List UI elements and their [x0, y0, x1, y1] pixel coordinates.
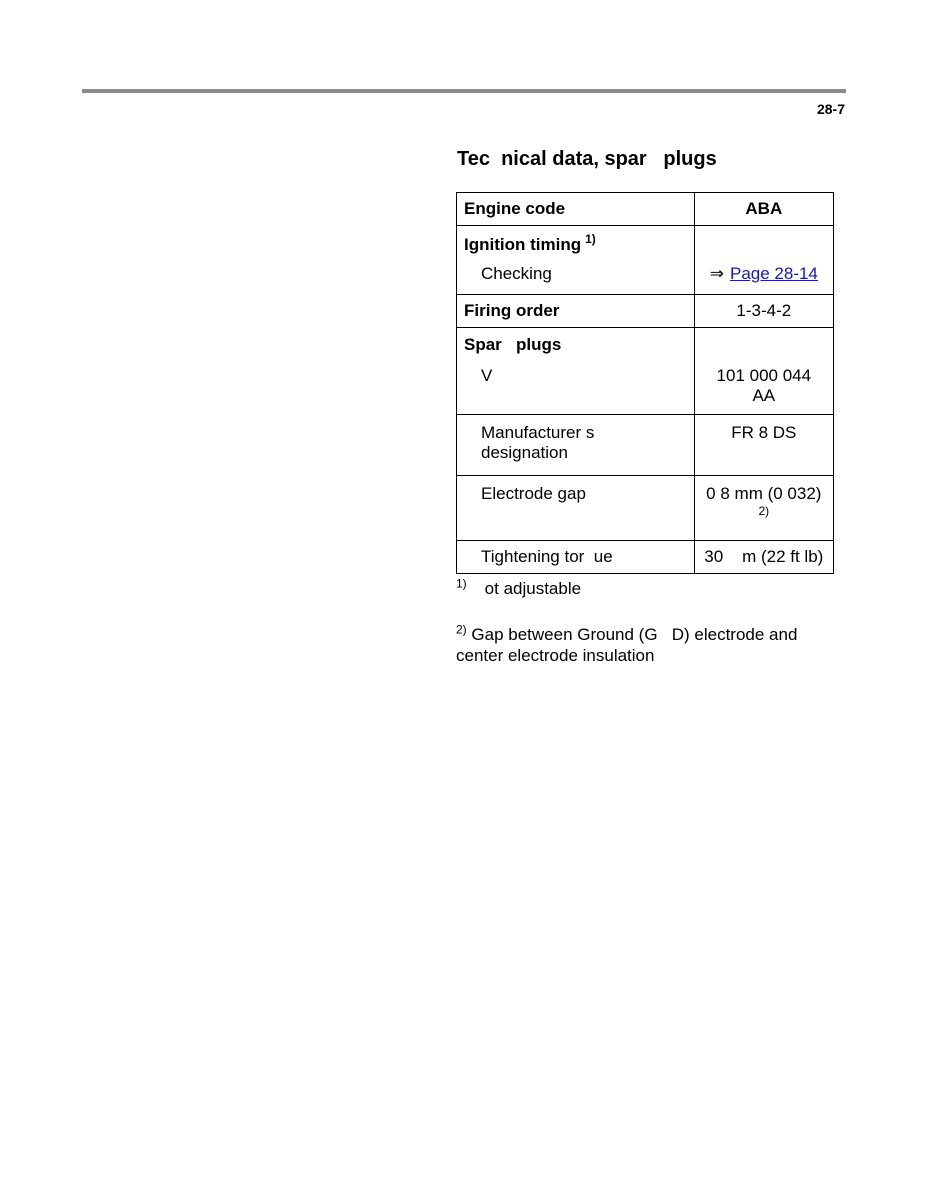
footnote-text-2: Gap between Ground (G D) electrode and center electrode insulation — [456, 625, 803, 665]
firing-order-label: Firing order — [457, 295, 695, 328]
table-row — [457, 362, 834, 415]
checking-label: Checking — [457, 262, 695, 295]
header-rule — [82, 89, 846, 93]
spark-plug-spec-table — [456, 192, 834, 574]
footnote-ref-2: 2) — [758, 504, 770, 518]
electrode-gap-label: Electrode gap — [457, 476, 695, 541]
ignition-timing-label: Ignition timing — [464, 235, 582, 254]
table-row — [457, 328, 834, 363]
vw-part-number: 101 000 044 — [716, 366, 812, 385]
footnote-text-1: ot adjustable — [484, 579, 582, 598]
electrode-gap-text: 0 8 mm (0 032) — [706, 484, 822, 503]
table-row — [457, 226, 834, 263]
footnote-1 — [456, 578, 836, 599]
engine-code-value: ABA — [694, 193, 833, 226]
engine-code-label: Engine code — [457, 193, 695, 226]
page-link[interactable]: Page 28-14 — [729, 264, 818, 283]
footnote-2 — [456, 624, 836, 666]
manufacturer-value: FR 8 DS — [694, 415, 833, 476]
table-row — [457, 415, 834, 476]
vw-part-value — [694, 362, 833, 415]
manufacturer-label-line1: Manufacturer s — [481, 423, 595, 442]
firing-order-value: 1-3-4-2 — [694, 295, 833, 328]
footnote-ref-1: 1) — [585, 232, 596, 247]
vw-part-suffix: AA — [752, 386, 776, 405]
footnote-mark-1: 1) — [456, 576, 467, 591]
spark-plugs-heading: Spar plugs — [457, 328, 695, 363]
empty-cell — [694, 226, 833, 263]
tightening-torque-value: 30 m (22 ft lb) — [694, 541, 833, 574]
page-number: 28-7 — [816, 101, 845, 117]
empty-cell — [694, 328, 833, 363]
electrode-gap-value — [694, 476, 833, 541]
checking-value — [694, 262, 833, 295]
table-row — [457, 476, 834, 541]
table-row — [457, 295, 834, 328]
footnote-mark-2: 2) — [456, 622, 467, 637]
tightening-torque-label: Tightening tor ue — [457, 541, 695, 574]
vw-part-label: V — [457, 362, 695, 415]
table-row — [457, 193, 834, 226]
table-row — [457, 262, 834, 295]
table-row — [457, 541, 834, 574]
manufacturer-label — [457, 415, 695, 476]
page-title: Tec nical data, spar plugs — [457, 148, 717, 170]
manufacturer-label-line2: designation — [481, 443, 568, 462]
ignition-timing-heading — [457, 226, 695, 263]
arrow-right-icon: ⇒ — [709, 264, 724, 283]
